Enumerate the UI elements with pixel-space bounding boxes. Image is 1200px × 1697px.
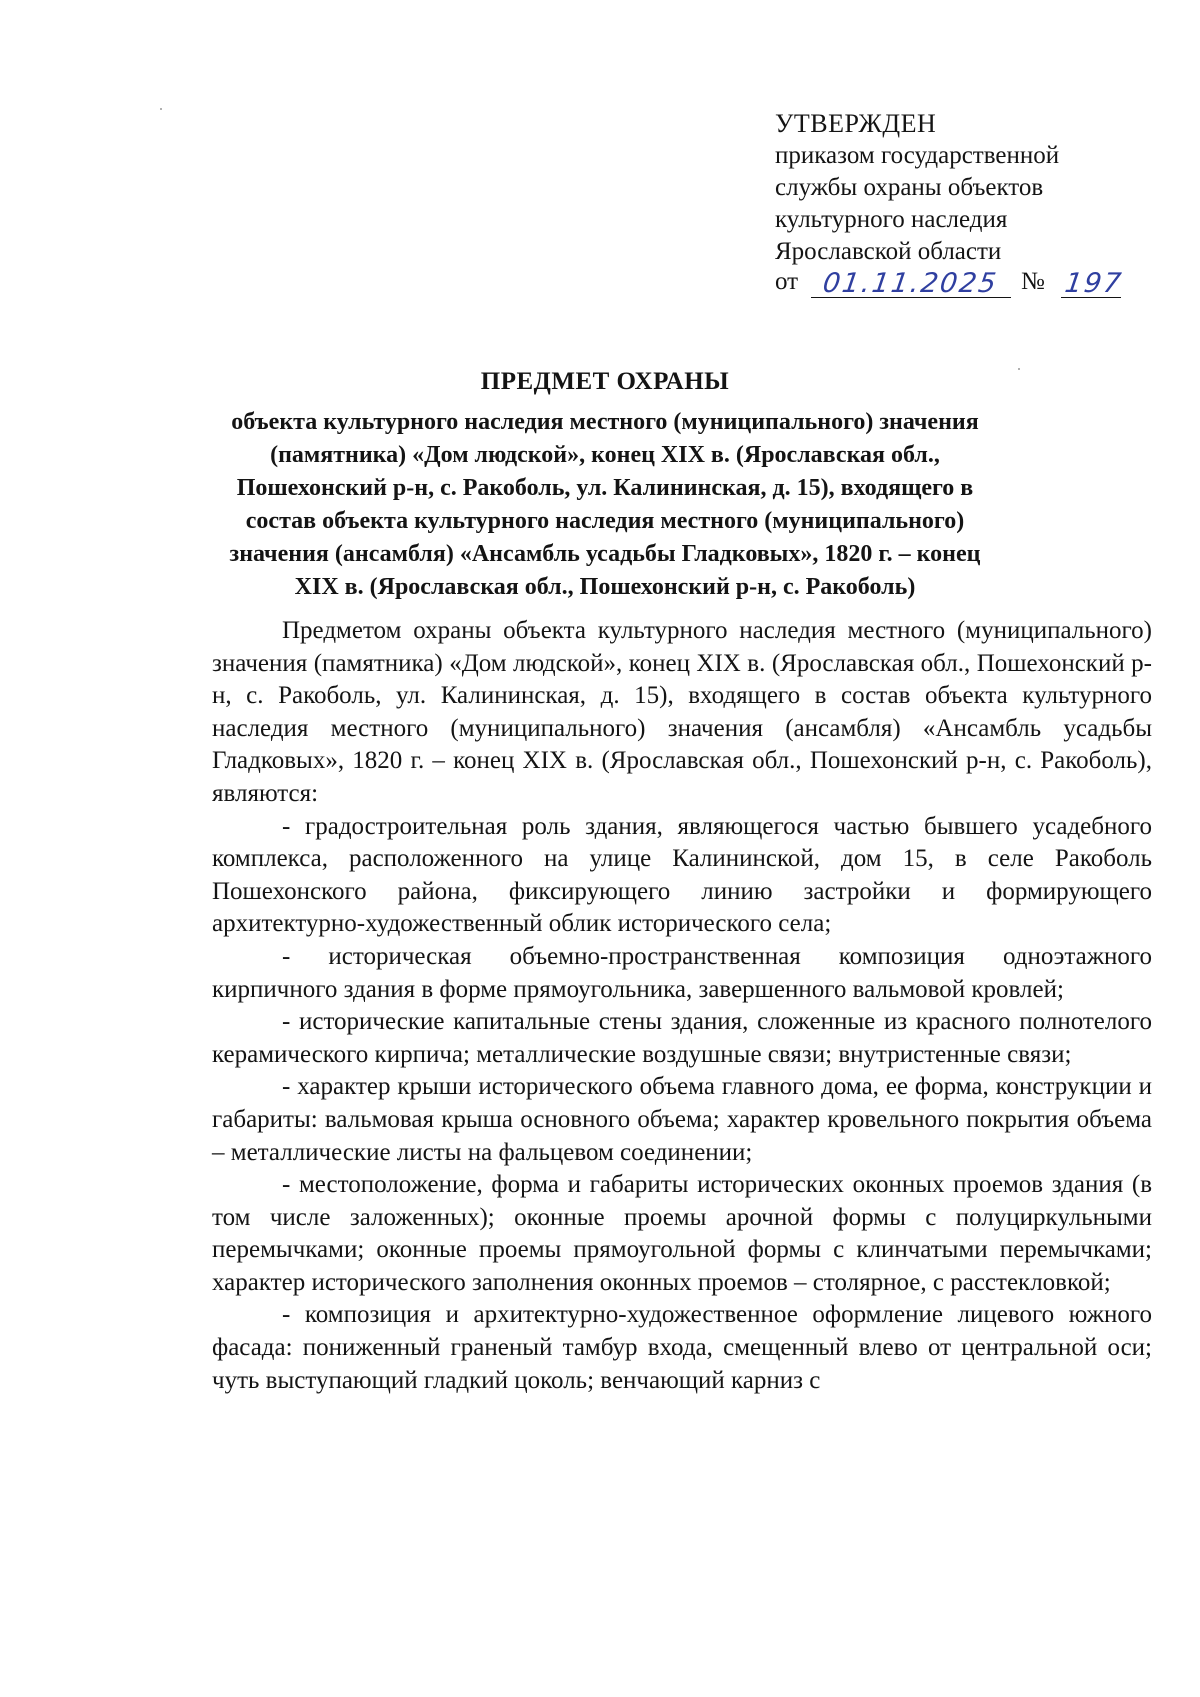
list-item: - историческая объемно-пространственная композиция одноэтажного кирпичного здания в форме прямоугольника, завершенного вальмовой кровлей; — [212, 942, 1152, 1003]
document-body — [212, 615, 1152, 1397]
title-subtitle: объекта культурного наследия местного (муниципального) значения (памятника) «Дом людской», конец XIX в. (Ярославская обл., Пошехонский р-н, с. Ракоболь, ул. Калининская, д. 15), входящего в состав объекта культурного наследия местного (муниципального) значения (ансамбля) «Ансамбль усадьбы Гладковых», 1820 г. – конец XIX в. (Ярославская обл., Пошехонский р-н, с. Ракоболь) — [229, 409, 981, 600]
approval-line: Ярославской области — [775, 238, 1002, 265]
approval-heading: УТВЕРЖДЕН — [775, 109, 937, 138]
order-date-number — [775, 268, 1135, 302]
list-item: - местоположение, форма и габариты исторических оконных проемов здания (в том числе заложенных); оконные проемы арочной формы с полуциркульными перемычками; оконные проемы прямоугольной формы с клинчатыми перемычками; характер исторического заполнения оконных проемов – столярное, с расстекловкой; — [212, 1171, 1152, 1296]
scan-speck — [160, 108, 162, 110]
intro-paragraph: Предметом охраны объекта культурного наследия местного (муниципального) значения (памятника) «Дом людской», конец XIX в. (Ярославская обл., Пошехонский р-н, с. Ракоболь, ул. Калининская, д. 15), входящего в состав объекта культурного наследия местного (муниципального) значения (ансамбля) «Ансамбль усадьбы Гладковых», 1820 г. – конец XIX в. (Ярославская обл., Пошехонский р-н, с. Ракоболь), являются: — [212, 617, 1152, 807]
document-title — [215, 365, 995, 604]
scan-speck — [1018, 368, 1020, 370]
list-item: - характер крыши исторического объема главного дома, ее форма, конструкции и габариты: вальмовая крыша основного объема; характер кровельного покрытия объема – металлические листы на фальцевом соединении; — [212, 1073, 1152, 1166]
handwritten-date: 01.11.2025 — [820, 268, 1000, 299]
date-prefix: от — [775, 268, 799, 295]
list-item: - исторические капитальные стены здания, сложенные из красного полнотелого керамического кирпича; металлические воздушные связи; внутристенные связи; — [212, 1008, 1152, 1068]
approval-stamp — [775, 108, 1135, 302]
list-item: - градостроительная роль здания, являющегося частью бывшего усадебного комплекса, расположенного на улице Калининской, дом 15, в селе Ракоболь Пошехонского района, фиксирующего линию застройки и формирующего архитектурно-художественный облик исторического села; — [212, 812, 1152, 938]
handwritten-number: 197 — [1062, 268, 1125, 299]
approval-line: культурного наследия — [775, 206, 1008, 233]
approval-line: приказом государственной — [775, 142, 1060, 169]
number-prefix: № — [1021, 268, 1045, 295]
approval-line: службы охраны объектов — [775, 174, 1044, 201]
list-item: - композиция и архитектурно-художественное оформление лицевого южного фасада: пониженный граненый тамбур входа, смещенный влево от центральной оси; чуть выступающий гладкий цоколь; венчающий карниз с — [212, 1301, 1152, 1394]
page-title: ПРЕДМЕТ ОХРАНЫ — [480, 368, 730, 395]
